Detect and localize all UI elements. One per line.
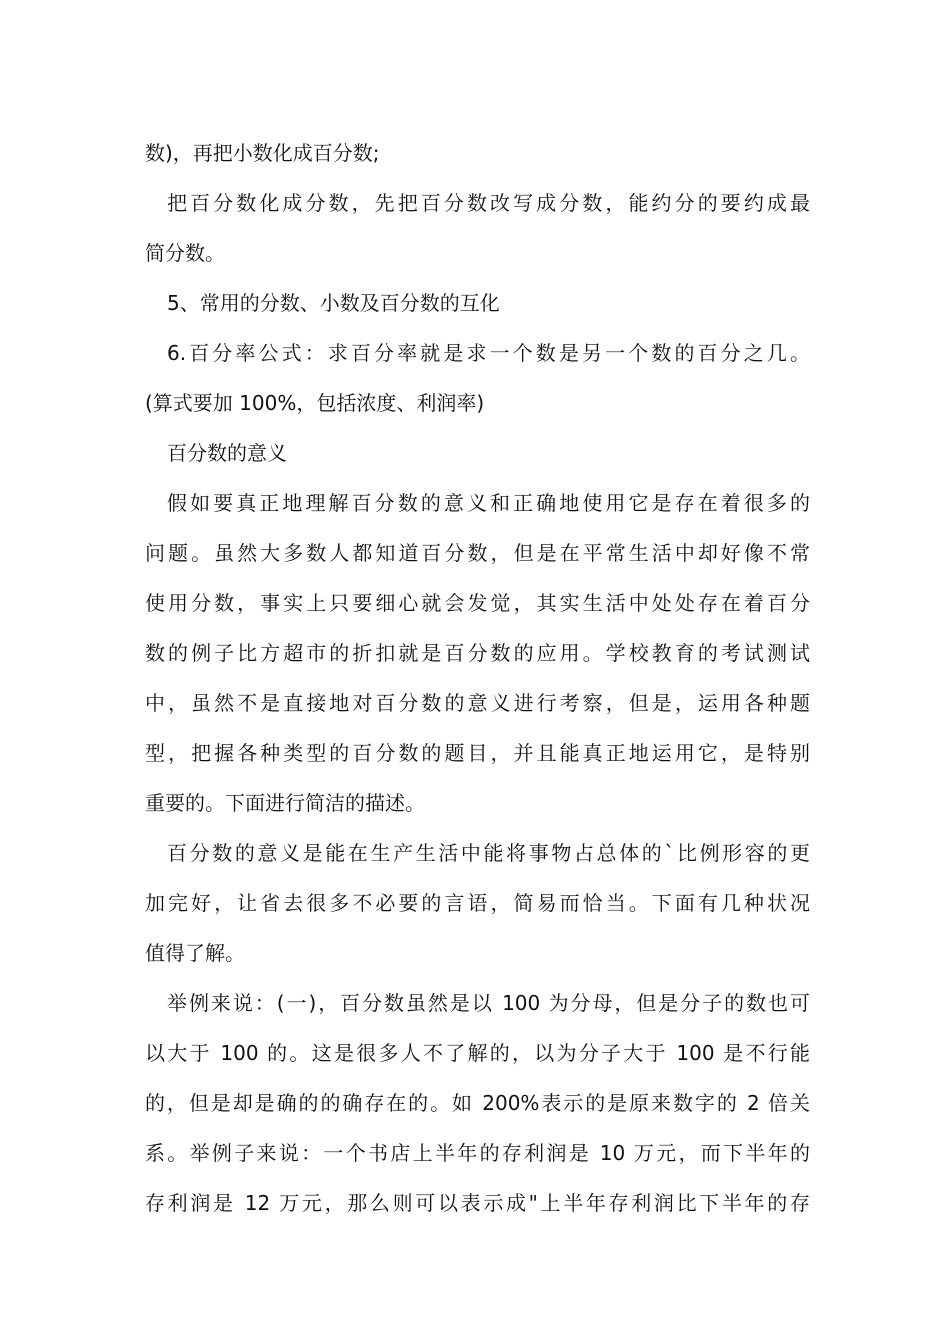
text-line: 的，但是却是确的的确存在的。如 200%表示的是原来数字的 2 倍关 [145, 1091, 810, 1115]
text-line: (算式要加 100%，包括浓度、利润率) [145, 391, 485, 415]
text-line: 以大于 100 的。这是很多人不了解的，以为分子大于 100 是不行能 [145, 1041, 810, 1065]
text-line: 数)，再把小数化成百分数; [145, 141, 380, 165]
text-line: 简分数。 [145, 241, 225, 265]
text-line: 存利润是 12 万元，那么则可以表示成"上半年存利润比下半年的存 [145, 1191, 810, 1215]
text-line: 假如要真正地理解百分数的意义和正确地使用它是存在着很多的 [167, 491, 810, 515]
text-line: 6.百分率公式：求百分率就是求一个数是另一个数的百分之几。 [167, 341, 810, 365]
text-line: 数的例子比方超市的折扣就是百分数的应用。学校教育的考试测试 [145, 641, 810, 665]
text-line: 重要的。下面进行简洁的描述。 [145, 791, 425, 815]
document-body [145, 128, 810, 1228]
section-heading: 百分数的意义 [167, 441, 287, 465]
text-line: 把百分数化成分数，先把百分数改写成分数，能约分的要约成最 [167, 191, 810, 215]
text-line: 加完好，让省去很多不必要的言语，简易而恰当。下面有几种状况 [145, 891, 810, 915]
text-line: 百分数的意义是能在生产生活中能将事物占总体的`比例形容的更 [167, 841, 810, 865]
text-line: 系。举例子来说：一个书店上半年的存利润是 10 万元，而下半年的 [145, 1141, 810, 1165]
text-line: 问题。虽然大多数人都知道百分数，但是在平常生活中却好像不常 [145, 541, 810, 565]
section-heading: 5、常用的分数、小数及百分数的互化 [167, 291, 500, 315]
text-line: 中，虽然不是直接地对百分数的意义进行考察，但是，运用各种题 [145, 691, 810, 715]
text-line: 使用分数，事实上只要细心就会发觉，其实生活中处处存在着百分 [145, 591, 810, 615]
text-line: 值得了解。 [145, 941, 245, 965]
text-line: 举例来说：(一)，百分数虽然是以 100 为分母，但是分子的数也可 [167, 991, 810, 1015]
text-line: 型，把握各种类型的百分数的题目，并且能真正地运用它，是特别 [145, 741, 810, 765]
